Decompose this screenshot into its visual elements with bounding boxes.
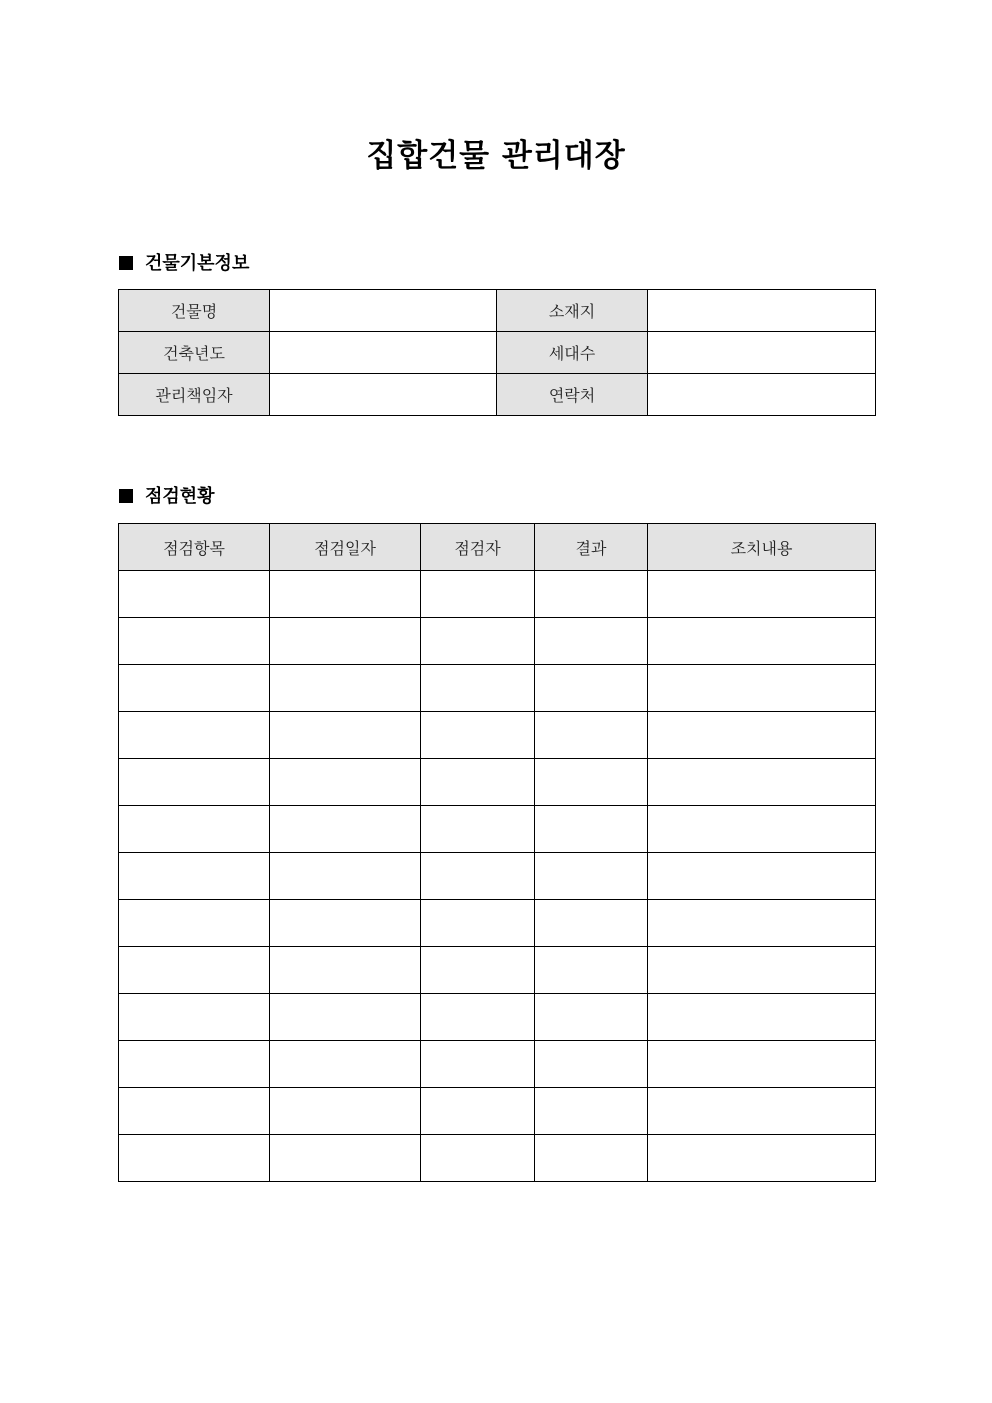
table-cell[interactable]	[270, 947, 421, 994]
inspection-header-row	[119, 524, 876, 571]
table-cell[interactable]	[421, 1088, 535, 1135]
table-row	[119, 712, 876, 759]
table-cell[interactable]	[119, 1041, 270, 1088]
table-cell[interactable]	[648, 994, 876, 1041]
table-cell[interactable]	[535, 1135, 648, 1182]
table-cell[interactable]	[648, 759, 876, 806]
table-cell[interactable]	[270, 1041, 421, 1088]
table-cell[interactable]	[421, 665, 535, 712]
table-cell[interactable]	[535, 665, 648, 712]
table-row	[119, 1135, 876, 1182]
field-value[interactable]	[270, 374, 497, 416]
field-value[interactable]	[270, 332, 497, 374]
table-row	[119, 853, 876, 900]
table-cell[interactable]	[421, 1041, 535, 1088]
table-cell[interactable]	[270, 900, 421, 947]
table-cell[interactable]	[270, 994, 421, 1041]
table-cell[interactable]	[535, 618, 648, 665]
basic-info-row	[119, 290, 876, 332]
column-header: 점검자	[421, 524, 535, 571]
table-cell[interactable]	[119, 571, 270, 618]
table-cell[interactable]	[535, 853, 648, 900]
table-cell[interactable]	[119, 947, 270, 994]
table-cell[interactable]	[648, 1135, 876, 1182]
table-row	[119, 1088, 876, 1135]
table-cell[interactable]	[421, 712, 535, 759]
column-header: 조치내용	[648, 524, 876, 571]
table-cell[interactable]	[648, 1041, 876, 1088]
table-cell[interactable]	[421, 994, 535, 1041]
column-header: 점검항목	[119, 524, 270, 571]
field-value[interactable]	[648, 374, 876, 416]
table-cell[interactable]	[421, 900, 535, 947]
table-cell[interactable]	[119, 1088, 270, 1135]
table-cell[interactable]	[421, 1135, 535, 1182]
table-cell[interactable]	[421, 759, 535, 806]
table-cell[interactable]	[119, 759, 270, 806]
table-row	[119, 665, 876, 712]
column-header: 결과	[535, 524, 648, 571]
field-value[interactable]	[648, 290, 876, 332]
section-heading-basic-info	[119, 252, 249, 276]
table-row	[119, 618, 876, 665]
field-label: 세대수	[497, 332, 648, 374]
table-row	[119, 947, 876, 994]
field-value[interactable]	[270, 290, 497, 332]
table-cell[interactable]	[421, 806, 535, 853]
table-cell[interactable]	[270, 806, 421, 853]
basic-info-table-body	[119, 290, 876, 416]
table-row	[119, 571, 876, 618]
table-cell[interactable]	[270, 853, 421, 900]
table-cell[interactable]	[648, 618, 876, 665]
section-heading-label: 점검현황	[145, 486, 215, 507]
table-cell[interactable]	[421, 853, 535, 900]
table-cell[interactable]	[535, 947, 648, 994]
table-cell[interactable]	[270, 759, 421, 806]
basic-info-row	[119, 374, 876, 416]
square-bullet-icon	[119, 489, 133, 503]
table-cell[interactable]	[119, 806, 270, 853]
table-cell[interactable]	[648, 665, 876, 712]
field-label: 건물명	[119, 290, 270, 332]
basic-info-table	[118, 289, 876, 416]
table-cell[interactable]	[119, 712, 270, 759]
table-cell[interactable]	[119, 900, 270, 947]
table-cell[interactable]	[648, 853, 876, 900]
table-cell[interactable]	[648, 712, 876, 759]
table-cell[interactable]	[535, 712, 648, 759]
table-row	[119, 759, 876, 806]
field-label: 연락처	[497, 374, 648, 416]
table-cell[interactable]	[648, 1088, 876, 1135]
table-cell[interactable]	[270, 1135, 421, 1182]
table-cell[interactable]	[119, 853, 270, 900]
table-cell[interactable]	[270, 618, 421, 665]
table-cell[interactable]	[648, 947, 876, 994]
field-value[interactable]	[648, 332, 876, 374]
inspection-table	[118, 523, 876, 1182]
square-bullet-icon	[119, 256, 133, 270]
table-cell[interactable]	[270, 712, 421, 759]
table-cell[interactable]	[535, 900, 648, 947]
table-cell[interactable]	[119, 618, 270, 665]
table-cell[interactable]	[535, 1088, 648, 1135]
table-cell[interactable]	[535, 994, 648, 1041]
table-cell[interactable]	[648, 806, 876, 853]
table-cell[interactable]	[119, 665, 270, 712]
page-title: 집합건물 관리대장	[366, 138, 626, 174]
table-cell[interactable]	[421, 618, 535, 665]
table-cell[interactable]	[648, 571, 876, 618]
table-row	[119, 994, 876, 1041]
field-label: 소재지	[497, 290, 648, 332]
basic-info-row	[119, 332, 876, 374]
table-row	[119, 1041, 876, 1088]
column-header: 점검일자	[270, 524, 421, 571]
table-cell[interactable]	[648, 900, 876, 947]
table-cell[interactable]	[270, 571, 421, 618]
field-label: 관리책임자	[119, 374, 270, 416]
table-cell[interactable]	[119, 994, 270, 1041]
section-heading-inspection	[119, 485, 215, 509]
table-cell[interactable]	[270, 665, 421, 712]
field-label: 건축년도	[119, 332, 270, 374]
table-cell[interactable]	[535, 1041, 648, 1088]
table-row	[119, 900, 876, 947]
table-cell[interactable]	[421, 571, 535, 618]
table-cell[interactable]	[535, 571, 648, 618]
table-cell[interactable]	[270, 1088, 421, 1135]
table-cell[interactable]	[535, 806, 648, 853]
table-cell[interactable]	[535, 759, 648, 806]
table-cell[interactable]	[421, 947, 535, 994]
table-cell[interactable]	[119, 1135, 270, 1182]
table-row	[119, 806, 876, 853]
inspection-table-body	[119, 571, 876, 1182]
section-heading-label: 건물기본정보	[145, 253, 250, 274]
